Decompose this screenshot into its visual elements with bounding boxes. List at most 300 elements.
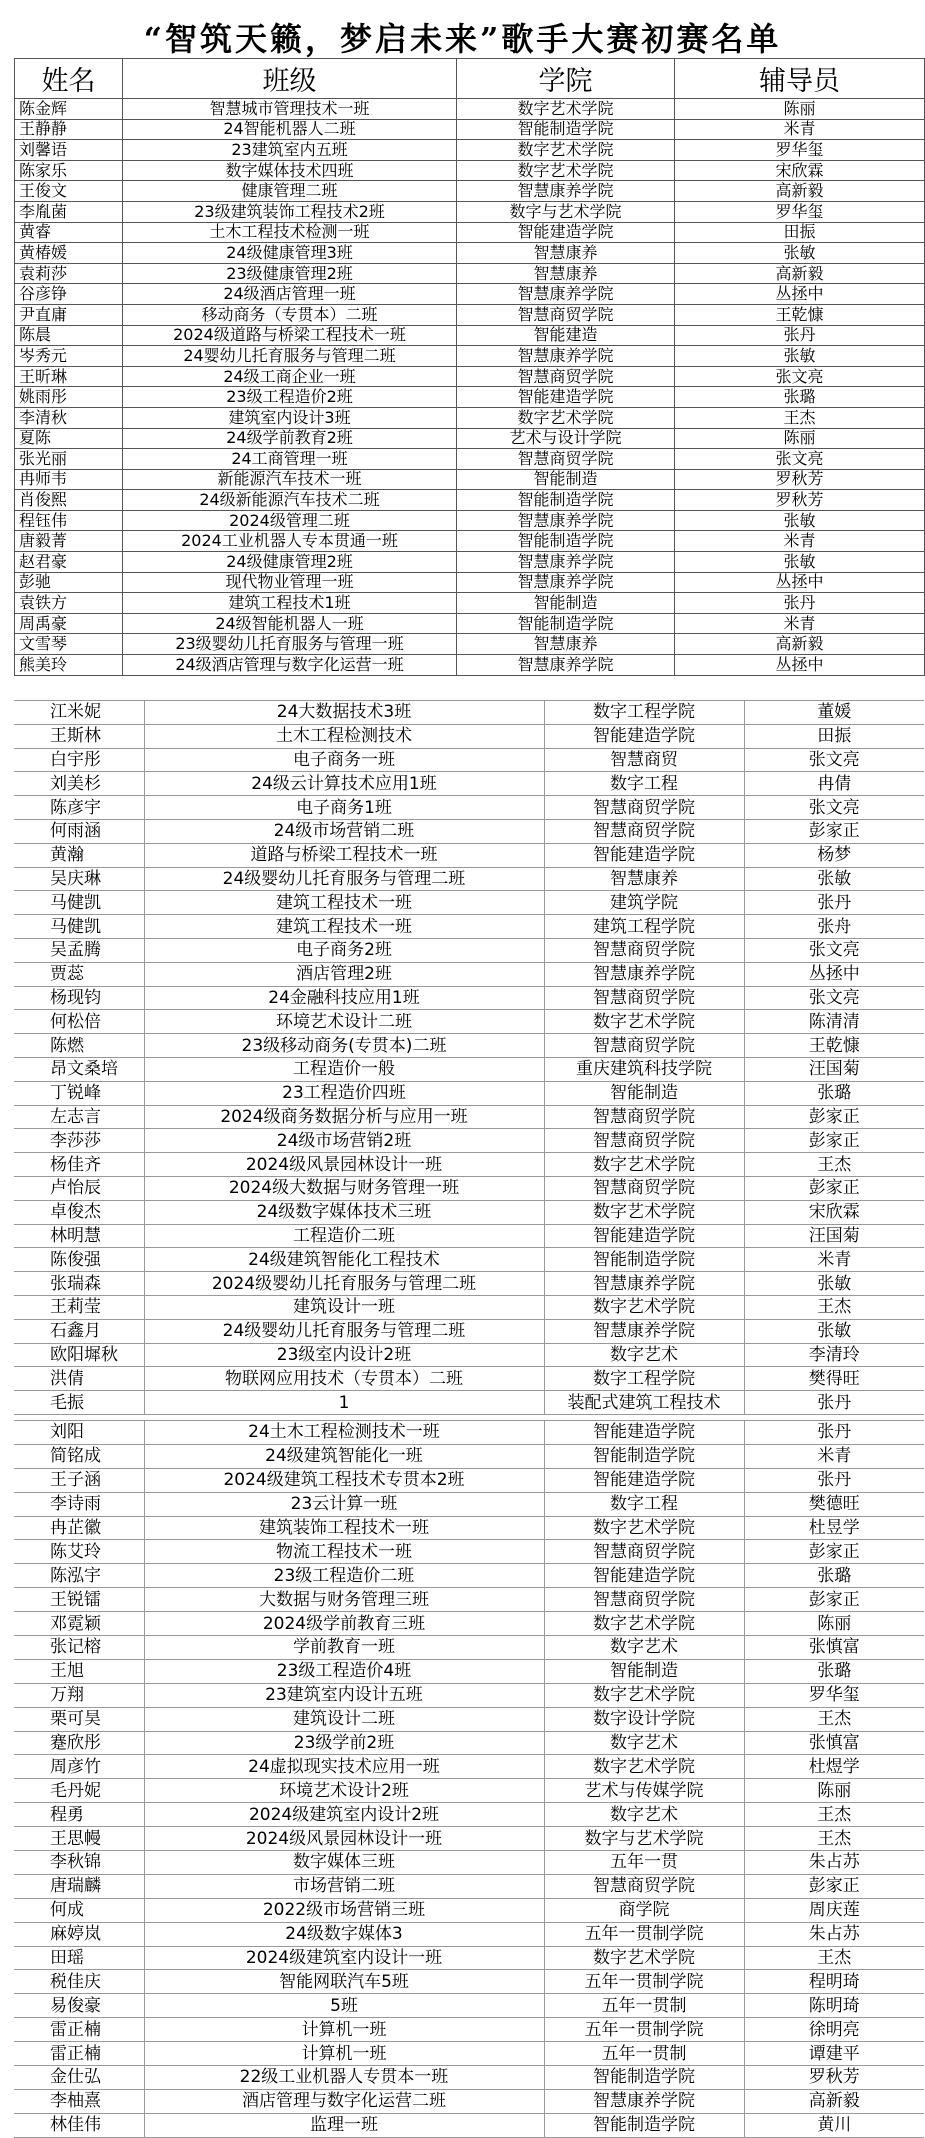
table-row <box>14 986 924 1010</box>
table-row <box>14 724 924 748</box>
cell-counselor: 张璐 <box>744 1659 924 1683</box>
table-row <box>14 843 924 867</box>
cell-name: 吴孟腾 <box>14 938 144 962</box>
cell-college: 五年一贯制学院 <box>544 1970 744 1994</box>
cell-class: 23级健康管理2班 <box>123 263 457 284</box>
table-row <box>14 1224 924 1248</box>
cell-name: 袁莉莎 <box>15 263 123 284</box>
cell-counselor: 张敏 <box>744 1272 924 1296</box>
cell-name: 雷正楠 <box>14 2018 144 2042</box>
table-row <box>14 2042 924 2066</box>
table-row <box>14 1391 924 1415</box>
cell-college: 五年一贯 <box>544 1851 744 1875</box>
cell-counselor: 陈明琦 <box>744 1994 924 2018</box>
table-row <box>14 1421 924 1445</box>
cell-college: 智慧康养学院 <box>544 2089 744 2113</box>
cell-counselor: 米青 <box>675 613 925 634</box>
cell-name: 张光丽 <box>15 449 123 470</box>
cell-name: 周禹豪 <box>15 613 123 634</box>
cell-name: 何雨涵 <box>14 819 144 843</box>
cell-class: 工程造价二班 <box>144 1224 544 1248</box>
cell-college: 建筑工程学院 <box>544 915 744 939</box>
table-header-row <box>15 59 925 99</box>
cell-class: 2024级风景园林设计一班 <box>144 1153 544 1177</box>
cell-college: 数字工程 <box>544 772 744 796</box>
cell-college: 智慧康养学院 <box>544 1272 744 1296</box>
cell-college: 智能制造 <box>457 593 675 614</box>
cell-name: 金仕弘 <box>14 2066 144 2090</box>
table-row <box>14 891 924 915</box>
cell-class: 24级健康管理2班 <box>123 552 457 573</box>
cell-class: 智能网联汽车5班 <box>144 1970 544 1994</box>
cell-college: 智慧康养 <box>457 634 675 655</box>
cell-class: 24婴幼儿托育服务与管理二班 <box>123 346 457 367</box>
cell-class: 23建筑室内设计五班 <box>144 1683 544 1707</box>
cell-college: 数字与艺术学院 <box>544 1827 744 1851</box>
cell-class: 2022级市场营销三班 <box>144 1898 544 1922</box>
cell-college: 智能建造学院 <box>544 843 744 867</box>
cell-college: 智能建造学院 <box>457 387 675 408</box>
table-row <box>15 552 925 573</box>
cell-counselor: 罗秋芳 <box>675 490 925 511</box>
table-row <box>15 366 925 387</box>
cell-counselor: 罗华玺 <box>744 1683 924 1707</box>
cell-name: 王子涵 <box>14 1468 144 1492</box>
cell-counselor: 张璐 <box>675 387 925 408</box>
cell-class: 24级健康管理3班 <box>123 243 457 264</box>
table-row <box>14 1272 924 1296</box>
contestant-table-3 <box>14 1420 924 2138</box>
cell-class: 24级婴幼儿托育服务与管理二班 <box>144 867 544 891</box>
cell-name: 岑秀元 <box>15 346 123 367</box>
cell-name: 陈艾玲 <box>14 1540 144 1564</box>
cell-counselor: 陈丽 <box>744 1779 924 1803</box>
cell-college: 智慧商贸学院 <box>457 304 675 325</box>
table-row <box>14 1994 924 2018</box>
cell-college: 装配式建筑工程技术 <box>544 1391 744 1415</box>
cell-college: 智慧康养 <box>457 263 675 284</box>
cell-class: 2024级建筑工程技术专贯本2班 <box>144 1468 544 1492</box>
cell-class: 23云计算一班 <box>144 1492 544 1516</box>
cell-counselor: 朱占苏 <box>744 1851 924 1875</box>
cell-counselor: 张丹 <box>675 593 925 614</box>
cell-class: 23级建筑装饰工程技术2班 <box>123 201 457 222</box>
cell-college: 智慧商贸学院 <box>544 938 744 962</box>
cell-college: 数字与艺术学院 <box>457 201 675 222</box>
cell-name: 丁锐峰 <box>14 1081 144 1105</box>
cell-counselor: 张文亮 <box>675 449 925 470</box>
cell-name: 邓霓颖 <box>14 1612 144 1636</box>
cell-name: 周彦竹 <box>14 1755 144 1779</box>
cell-college: 数字艺术 <box>544 1343 744 1367</box>
cell-counselor: 罗华玺 <box>675 201 925 222</box>
cell-class: 24级酒店管理一班 <box>123 284 457 305</box>
cell-name: 姚雨彤 <box>15 387 123 408</box>
cell-counselor: 罗秋芳 <box>744 2066 924 2090</box>
cell-name: 谷彦铮 <box>15 284 123 305</box>
cell-name: 熊美玲 <box>15 655 123 676</box>
table-row <box>14 1319 924 1343</box>
cell-counselor: 谭建平 <box>744 2042 924 2066</box>
cell-college: 智能制造 <box>544 1659 744 1683</box>
cell-counselor: 张舟 <box>744 915 924 939</box>
cell-class: 24工商管理一班 <box>123 449 457 470</box>
cell-class: 数字媒体三班 <box>144 1851 544 1875</box>
cell-counselor: 丛拯中 <box>675 284 925 305</box>
cell-name: 黄椿媛 <box>15 243 123 264</box>
cell-name: 昂文桑培 <box>14 1057 144 1081</box>
cell-class: 大数据与财务管理三班 <box>144 1588 544 1612</box>
table-row <box>15 572 925 593</box>
table-row <box>14 1922 924 1946</box>
table-row <box>14 796 924 820</box>
cell-class: 24土木工程检测技术一班 <box>144 1421 544 1445</box>
cell-class: 24级酒店管理与数字化运营一班 <box>123 655 457 676</box>
table-row <box>14 1492 924 1516</box>
cell-counselor: 丛拯中 <box>675 655 925 676</box>
cell-counselor: 王杰 <box>744 1946 924 1970</box>
cell-college: 数字艺术学院 <box>457 140 675 161</box>
cell-class: 24级工商企业一班 <box>123 366 457 387</box>
table-row <box>14 1731 924 1755</box>
table-row <box>14 1105 924 1129</box>
cell-college: 数字艺术 <box>544 1636 744 1660</box>
cell-college: 智能制造学院 <box>544 1444 744 1468</box>
cell-name: 贾蕊 <box>14 962 144 986</box>
cell-college: 数字艺术学院 <box>544 1010 744 1034</box>
cell-name: 王莉莹 <box>14 1295 144 1319</box>
cell-class: 2024级商务数据分析与应用一班 <box>144 1105 544 1129</box>
cell-college: 商学院 <box>544 1898 744 1922</box>
table-row <box>15 428 925 449</box>
cell-college: 数字艺术学院 <box>544 1946 744 1970</box>
cell-counselor: 丛拯中 <box>675 572 925 593</box>
cell-counselor: 彭家正 <box>744 1588 924 1612</box>
cell-counselor: 王杰 <box>744 1803 924 1827</box>
cell-counselor: 高新毅 <box>675 634 925 655</box>
cell-class: 24智能机器人二班 <box>123 119 457 140</box>
cell-counselor: 张敏 <box>675 552 925 573</box>
cell-counselor: 彭家正 <box>744 1540 924 1564</box>
cell-class: 现代物业管理一班 <box>123 572 457 593</box>
cell-counselor: 杜煜学 <box>744 1755 924 1779</box>
cell-college: 数字设计学院 <box>544 1707 744 1731</box>
cell-counselor: 田振 <box>675 222 925 243</box>
cell-name: 李柚熹 <box>14 2089 144 2113</box>
cell-name: 黄瀚 <box>14 843 144 867</box>
cell-class: 建筑工程技术1班 <box>123 593 457 614</box>
cell-name: 肖俊熙 <box>15 490 123 511</box>
cell-college: 智慧康养学院 <box>544 1319 744 1343</box>
cell-name: 杨佳齐 <box>14 1153 144 1177</box>
table-row <box>14 772 924 796</box>
table-row <box>15 263 925 284</box>
cell-class: 24级数字媒体3 <box>144 1922 544 1946</box>
cell-name: 文雪琴 <box>15 634 123 655</box>
cell-college: 数字艺术学院 <box>544 1153 744 1177</box>
table-row <box>14 1636 924 1660</box>
cell-class: 电子商务一班 <box>144 748 544 772</box>
contestant-table-1 <box>14 58 925 676</box>
cell-college: 数字艺术学院 <box>544 1295 744 1319</box>
table-row <box>14 1057 924 1081</box>
cell-name: 彭驰 <box>15 572 123 593</box>
table-row <box>14 1827 924 1851</box>
cell-class: 2024级学前教育三班 <box>144 1612 544 1636</box>
cell-college: 智能制造学院 <box>457 613 675 634</box>
cell-class: 24级市场营销2班 <box>144 1129 544 1153</box>
cell-class: 计算机一班 <box>144 2042 544 2066</box>
table-row <box>14 1612 924 1636</box>
cell-class: 土木工程检测技术 <box>144 724 544 748</box>
cell-college: 智慧康养学院 <box>544 962 744 986</box>
cell-name: 洪倩 <box>14 1367 144 1391</box>
cell-counselor: 王乾慷 <box>744 1034 924 1058</box>
table-row <box>15 387 925 408</box>
table-row <box>15 304 925 325</box>
cell-name: 卓俊杰 <box>14 1200 144 1224</box>
table-row <box>14 1707 924 1731</box>
cell-name: 王斯林 <box>14 724 144 748</box>
cell-name: 王俊文 <box>15 181 123 202</box>
cell-counselor: 陈丽 <box>675 428 925 449</box>
cell-class: 24虚拟现实技术应用一班 <box>144 1755 544 1779</box>
cell-college: 智能制造学院 <box>457 119 675 140</box>
cell-college: 智慧康养 <box>457 243 675 264</box>
cell-college: 智慧康养学院 <box>457 510 675 531</box>
cell-counselor: 王杰 <box>744 1827 924 1851</box>
cell-counselor: 张敏 <box>744 1319 924 1343</box>
table-row <box>14 1516 924 1540</box>
cell-college: 智慧商贸学院 <box>457 449 675 470</box>
cell-class: 24金融科技应用1班 <box>144 986 544 1010</box>
cell-counselor: 彭家正 <box>744 1105 924 1129</box>
cell-counselor: 张丹 <box>744 1391 924 1415</box>
table-row <box>14 2113 924 2137</box>
cell-name: 尹直庸 <box>15 304 123 325</box>
cell-college: 智慧商贸学院 <box>544 819 744 843</box>
table-row <box>14 1200 924 1224</box>
table-row <box>14 1540 924 1564</box>
cell-counselor: 朱占苏 <box>744 1922 924 1946</box>
cell-name: 王锐镭 <box>14 1588 144 1612</box>
cell-counselor: 张慎富 <box>744 1731 924 1755</box>
cell-class: 数字媒体技术四班 <box>123 160 457 181</box>
cell-class: 环境艺术设计二班 <box>144 1010 544 1034</box>
cell-college: 数字艺术 <box>544 1803 744 1827</box>
cell-class: 24级建筑智能化一班 <box>144 1444 544 1468</box>
cell-class: 物流工程技术一班 <box>144 1540 544 1564</box>
table-row <box>15 449 925 470</box>
table-row <box>15 490 925 511</box>
table-row <box>14 1034 924 1058</box>
cell-class: 建筑工程技术一班 <box>144 891 544 915</box>
cell-college: 智能建造学院 <box>544 1564 744 1588</box>
cell-college: 智慧商贸学院 <box>544 1540 744 1564</box>
cell-name: 何成 <box>14 1898 144 1922</box>
cell-name: 刘美杉 <box>14 772 144 796</box>
cell-counselor: 彭家正 <box>744 1176 924 1200</box>
cell-class: 物联网应用技术（专贯本）二班 <box>144 1367 544 1391</box>
cell-counselor: 周庆莲 <box>744 1898 924 1922</box>
cell-class: 2024级大数据与财务管理一班 <box>144 1176 544 1200</box>
cell-college: 五年一贯制 <box>544 2042 744 2066</box>
table-row <box>14 1683 924 1707</box>
cell-college: 智能建造学院 <box>544 1224 744 1248</box>
table-row <box>15 140 925 161</box>
cell-name: 陈泓宇 <box>14 1564 144 1588</box>
cell-counselor: 张文亮 <box>675 366 925 387</box>
cell-name: 唐瑞麟 <box>14 1874 144 1898</box>
cell-class: 2024级建筑室内设计2班 <box>144 1803 544 1827</box>
table-row <box>14 1851 924 1875</box>
cell-name: 杨现钧 <box>14 986 144 1010</box>
table-row <box>15 469 925 490</box>
cell-college: 智能制造学院 <box>544 2113 744 2137</box>
cell-college: 智慧康养学院 <box>457 284 675 305</box>
cell-class: 24级新能源汽车技术二班 <box>123 490 457 511</box>
cell-class: 智慧城市管理技术一班 <box>123 99 457 120</box>
cell-name: 陈家乐 <box>15 160 123 181</box>
cell-counselor: 张慎富 <box>744 1636 924 1660</box>
cell-class: 监理一班 <box>144 2113 544 2137</box>
cell-college: 数字艺术学院 <box>544 1200 744 1224</box>
cell-counselor: 米青 <box>675 531 925 552</box>
cell-college: 艺术与传媒学院 <box>544 1779 744 1803</box>
table-row <box>14 748 924 772</box>
cell-name: 栗可昊 <box>14 1707 144 1731</box>
cell-name: 李诗雨 <box>14 1492 144 1516</box>
cell-college: 智能建造学院 <box>544 724 744 748</box>
cell-name: 蹇欣彤 <box>14 1731 144 1755</box>
table-row <box>15 201 925 222</box>
cell-name: 程勇 <box>14 1803 144 1827</box>
table-row <box>14 1010 924 1034</box>
cell-college: 数字工程学院 <box>544 1367 744 1391</box>
table-row <box>14 1468 924 1492</box>
cell-counselor: 张丹 <box>744 891 924 915</box>
table-row <box>14 1444 924 1468</box>
table-row <box>15 284 925 305</box>
cell-class: 1 <box>144 1391 544 1415</box>
cell-class: 2024级婴幼儿托育服务与管理二班 <box>144 1272 544 1296</box>
cell-counselor: 陈清清 <box>744 1010 924 1034</box>
table-row <box>14 2089 924 2113</box>
cell-counselor: 陈丽 <box>744 1612 924 1636</box>
cell-counselor: 汪国菊 <box>744 1057 924 1081</box>
cell-college: 智慧商贸学院 <box>544 1176 744 1200</box>
cell-class: 23工程造价四班 <box>144 1081 544 1105</box>
cell-class: 建筑设计二班 <box>144 1707 544 1731</box>
cell-name: 程钰伟 <box>15 510 123 531</box>
cell-counselor: 张敏 <box>675 243 925 264</box>
cell-name: 张瑞森 <box>14 1272 144 1296</box>
cell-college: 智能建造学院 <box>544 1421 744 1445</box>
cell-name: 林佳伟 <box>14 2113 144 2137</box>
cell-name: 王旭 <box>14 1659 144 1683</box>
cell-counselor: 高新毅 <box>675 263 925 284</box>
table-row <box>15 325 925 346</box>
table-row <box>15 593 925 614</box>
cell-counselor: 樊德旺 <box>744 1492 924 1516</box>
cell-counselor: 张丹 <box>744 1468 924 1492</box>
table-row <box>15 222 925 243</box>
cell-name: 雷正楠 <box>14 2042 144 2066</box>
cell-name: 白宇彤 <box>14 748 144 772</box>
cell-counselor: 张敏 <box>675 346 925 367</box>
cell-class: 建筑装饰工程技术一班 <box>144 1516 544 1540</box>
cell-class: 学前教育一班 <box>144 1636 544 1660</box>
table-row <box>15 99 925 120</box>
cell-class: 24大数据技术3班 <box>144 701 544 725</box>
table-row <box>14 1343 924 1367</box>
cell-class: 24级市场营销二班 <box>144 819 544 843</box>
cell-counselor: 张文亮 <box>744 748 924 772</box>
table-row <box>14 1779 924 1803</box>
cell-class: 工程造价一般 <box>144 1057 544 1081</box>
cell-counselor: 丛拯中 <box>744 962 924 986</box>
cell-college: 五年一贯制学院 <box>544 1922 744 1946</box>
cell-class: 23级婴幼儿托育服务与管理一班 <box>123 634 457 655</box>
cell-counselor: 张璐 <box>744 1081 924 1105</box>
cell-counselor: 彭家正 <box>744 1874 924 1898</box>
cell-name: 李胤菌 <box>15 201 123 222</box>
table-row <box>14 915 924 939</box>
cell-name: 李秋锦 <box>14 1851 144 1875</box>
cell-counselor: 高新毅 <box>744 2089 924 2113</box>
cell-college: 智慧商贸学院 <box>544 1129 744 1153</box>
cell-counselor: 田振 <box>744 724 924 748</box>
table-row <box>14 1176 924 1200</box>
cell-name: 刘馨语 <box>15 140 123 161</box>
cell-class: 23级移动商务(专贯本)二班 <box>144 1034 544 1058</box>
table-row <box>14 1659 924 1683</box>
cell-counselor: 张文亮 <box>744 986 924 1010</box>
cell-name: 毛丹妮 <box>14 1779 144 1803</box>
cell-class: 环境艺术设计2班 <box>144 1779 544 1803</box>
cell-name: 马健凯 <box>14 915 144 939</box>
cell-college: 艺术与设计学院 <box>457 428 675 449</box>
cell-name: 赵君豪 <box>15 552 123 573</box>
cell-class: 建筑工程技术一班 <box>144 915 544 939</box>
cell-college: 智慧商贸学院 <box>544 1874 744 1898</box>
table-row <box>14 1081 924 1105</box>
cell-name: 石鑫月 <box>14 1319 144 1343</box>
cell-class: 23级学前2班 <box>144 1731 544 1755</box>
cell-class: 计算机一班 <box>144 2018 544 2042</box>
cell-class: 24级婴幼儿托育服务与管理二班 <box>144 1319 544 1343</box>
cell-counselor: 张文亮 <box>744 938 924 962</box>
table-row <box>15 510 925 531</box>
cell-college: 智慧商贸学院 <box>544 1034 744 1058</box>
cell-counselor: 陈丽 <box>675 99 925 120</box>
cell-counselor: 王杰 <box>744 1153 924 1177</box>
cell-college: 智慧商贸学院 <box>457 366 675 387</box>
table-row <box>14 1295 924 1319</box>
table-row <box>14 819 924 843</box>
cell-name: 易俊豪 <box>14 1994 144 2018</box>
cell-name: 江米妮 <box>14 701 144 725</box>
cell-college: 重庆建筑科技学院 <box>544 1057 744 1081</box>
cell-name: 林明慧 <box>14 1224 144 1248</box>
cell-class: 电子商务1班 <box>144 796 544 820</box>
cell-college: 智慧商贸学院 <box>544 1105 744 1129</box>
cell-counselor: 王杰 <box>744 1707 924 1731</box>
cell-class: 22级工业机器人专贯本一班 <box>144 2066 544 2090</box>
header-college: 学院 <box>457 59 675 99</box>
cell-name: 王昕琳 <box>15 366 123 387</box>
table-row <box>14 1898 924 1922</box>
